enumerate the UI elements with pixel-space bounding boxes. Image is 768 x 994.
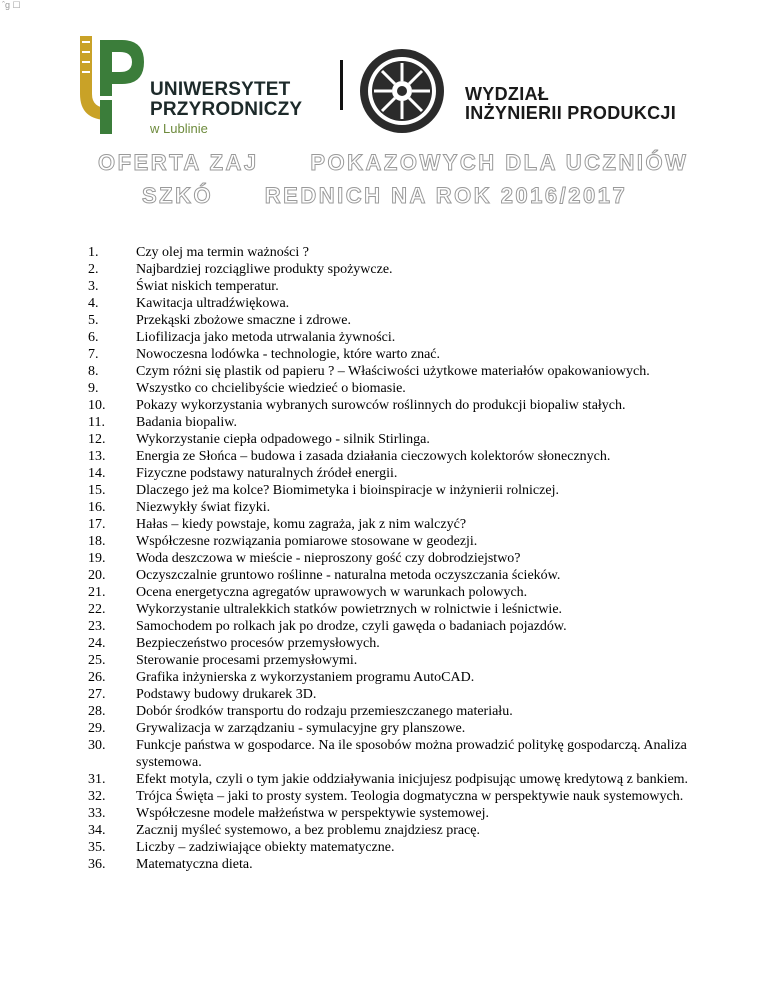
list-item-number: 21.: [88, 585, 106, 600]
list-item-number: 22.: [88, 602, 106, 617]
list-item-number: 18.: [88, 534, 106, 549]
list-item-text: Wykorzystanie ultralekkich statków powietrznych w rolnictwie i leśnictwie.: [136, 602, 563, 617]
list-item-number: 30.: [88, 738, 106, 753]
list-item-text: Samochodem po rolkach jak po drodze, czyli gawęda o badaniach pojazdów.: [136, 619, 567, 634]
list-item: [88, 703, 728, 720]
list-item: [88, 278, 728, 295]
list-item-number: 36.: [88, 857, 106, 872]
list-item-number: 11.: [88, 415, 105, 430]
list-item: [88, 295, 728, 312]
list-item-text: Badania biopaliw.: [136, 415, 237, 430]
list-item: [88, 431, 728, 448]
list-item-number: 13.: [88, 449, 106, 464]
list-item-text: Sterowanie procesami przemysłowymi.: [136, 653, 358, 668]
list-item-number: 12.: [88, 432, 106, 447]
list-item: [88, 567, 728, 584]
list-item-text: Bezpieczeństwo procesów przemysłowych.: [136, 636, 380, 651]
corner-mark: ˆg ☐: [2, 0, 21, 10]
list-item: [88, 397, 728, 414]
university-city: w Lublinie: [150, 121, 208, 136]
list-item: [88, 482, 728, 499]
list-item-number: 15.: [88, 483, 106, 498]
list-item: [88, 312, 728, 329]
list-item-number: 10.: [88, 398, 106, 413]
list-item-text: Hałas – kiedy powstaje, komu zagraża, jak z nim walczyć?: [136, 517, 467, 532]
list-item: [88, 499, 728, 516]
list-item: [88, 771, 728, 788]
list-item-number: 25.: [88, 653, 106, 668]
faculty-name-line1: WYDZIAŁ: [465, 84, 550, 104]
faculty-name-line2: INŻYNIERII PRODUKCJI: [465, 103, 677, 123]
list-item: [88, 584, 728, 601]
list-item-text: Współczesne rozwiązania pomiarowe stosowane w geodezji.: [136, 534, 478, 549]
list-item: [88, 550, 728, 567]
list-item-number: 19.: [88, 551, 106, 566]
list-item-text: Przekąski zbożowe smaczne i zdrowe.: [136, 313, 351, 328]
list-item: [88, 414, 728, 431]
list-item-number: 34.: [88, 823, 106, 838]
list-item-number: 5.: [88, 313, 99, 328]
list-item-text: Oczyszczalnie gruntowo roślinne - naturalna metoda oczyszczania ścieków.: [136, 568, 561, 583]
list-item-number: 7.: [88, 347, 99, 362]
list-item-number: 4.: [88, 296, 99, 311]
list-item-text: Liczby – zadziwiające obiekty matematyczne.: [136, 840, 395, 855]
list-item-text: Matematyczna dieta.: [136, 857, 253, 872]
list-item-number: 26.: [88, 670, 106, 685]
list-item-text: Czy olej ma termin ważności ?: [136, 245, 309, 260]
up-emblem-icon: [78, 34, 148, 138]
list-item: [88, 822, 728, 839]
university-name-line1: UNIWERSYTET: [150, 79, 291, 100]
list-item-text: Liofilizacja jako metoda utrwalania żywności.: [136, 330, 396, 345]
list-item-text: Niezwykły świat fizyki.: [136, 500, 271, 515]
list-item-text: Funkcje państwa w gospodarce. Na ile sposobów można prowadzić politykę gospodarczą. Analiza systemowa.: [136, 738, 687, 770]
list-item-number: 28.: [88, 704, 106, 719]
list-item-number: 3.: [88, 279, 99, 294]
list-item-text: Podstawy budowy drukarek 3D.: [136, 687, 317, 702]
list-item: [88, 635, 728, 652]
list-item-number: 24.: [88, 636, 106, 651]
list-item-number: 33.: [88, 806, 106, 821]
list-item-number: 31.: [88, 772, 106, 787]
list-item: [88, 720, 728, 737]
list-item-text: Fizyczne podstawy naturalnych źródeł energii.: [136, 466, 398, 481]
page-title-line1: OFERTA ZAJ POKAZOWYCH DLA UCZNIÓW: [98, 150, 689, 175]
list-item-text: Woda deszczowa w mieście - nieproszony gość czy dobrodziejstwo?: [136, 551, 521, 566]
list-item-number: 17.: [88, 517, 106, 532]
list-item: [88, 669, 728, 686]
list-item-text: Pokazy wykorzystania wybranych surowców roślinnych do produkcji biopaliw stałych.: [136, 398, 626, 413]
list-item: [88, 856, 728, 873]
list-item: [88, 346, 728, 363]
list-item: [88, 839, 728, 856]
list-item: [88, 601, 728, 618]
list-item-number: 9.: [88, 381, 99, 396]
list-item-text: Nowoczesna lodówka - technologie, które warto znać.: [136, 347, 440, 362]
offer-list: [88, 244, 728, 873]
list-item-text: Grafika inżynierska z wykorzystaniem programu AutoCAD.: [136, 670, 475, 685]
list-item: [88, 788, 728, 805]
list-item-text: Zacznij myśleć systemowo, a bez problemu znajdziesz pracę.: [136, 823, 481, 838]
list-item-text: Współczesne modele małżeństwa w perspektywie systemowej.: [136, 806, 490, 821]
list-item-number: 6.: [88, 330, 99, 345]
list-item-text: Kawitacja ultradźwiękowa.: [136, 296, 290, 311]
list-item: [88, 618, 728, 635]
list-item: [88, 686, 728, 703]
list-item: [88, 380, 728, 397]
list-item: [88, 652, 728, 669]
list-item-number: 35.: [88, 840, 106, 855]
university-name: [150, 80, 302, 138]
list-item: [88, 329, 728, 346]
list-item-number: 2.: [88, 262, 99, 277]
list-item-number: 23.: [88, 619, 106, 634]
list-item-text: Najbardziej rozciągliwe produkty spożywcze.: [136, 262, 393, 277]
list-item: [88, 533, 728, 550]
university-logo: [78, 34, 318, 138]
logo-divider: [340, 60, 343, 110]
list-item-text: Czym różni się plastik od papieru ? – Właściwości użytkowe materiałów opakowaniowych.: [136, 364, 650, 379]
faculty-wheel-icon: [358, 47, 446, 135]
list-item-number: 16.: [88, 500, 106, 515]
page-title-line2: SZKÓ REDNICH NA ROK 2016/2017: [142, 183, 628, 208]
list-item-text: Dobór środków transportu do rodzaju przemieszczanego materiału.: [136, 704, 513, 719]
list-item: [88, 737, 728, 771]
list-item: [88, 516, 728, 533]
list-item-text: Dlaczego jeż ma kolce? Biomimetyka i bioinspiracje w inżynierii rolniczej.: [136, 483, 559, 498]
list-item: [88, 261, 728, 278]
faculty-name: [465, 85, 676, 123]
list-item-number: 27.: [88, 687, 106, 702]
list-item-number: 14.: [88, 466, 106, 481]
list-item-text: Trójca Święta – jaki to prosty system. Teologia dogmatyczna w perspektywie nauk systemowych.: [136, 789, 684, 804]
list-item-number: 8.: [88, 364, 99, 379]
list-item: [88, 448, 728, 465]
list-item-text: Wykorzystanie ciepła odpadowego - silnik Stirlinga.: [136, 432, 430, 447]
university-name-line2: PRZYRODNICZY: [150, 99, 303, 120]
list-item-text: Grywalizacja w zarządzaniu - symulacyjne gry planszowe.: [136, 721, 466, 736]
list-item: [88, 805, 728, 822]
list-item-text: Energia ze Słońca – budowa i zasada działania cieczowych kolektorów słonecznych.: [136, 449, 611, 464]
list-item-number: 1.: [88, 245, 99, 260]
list-item-text: Ocena energetyczna agregatów uprawowych w warunkach polowych.: [136, 585, 528, 600]
list-item-text: Świat niskich temperatur.: [136, 279, 279, 294]
list-item-text: Wszystko co chcielibyście wiedzieć o biomasie.: [136, 381, 406, 396]
list-item-number: 29.: [88, 721, 106, 736]
list-item: [88, 465, 728, 482]
list-item-number: 32.: [88, 789, 106, 804]
list-item: [88, 363, 728, 380]
list-item: [88, 244, 728, 261]
list-item-number: 20.: [88, 568, 106, 583]
list-item-text: Efekt motyla, czyli o tym jakie oddziaływania inicjujesz podpisując umowę kredytową z bankiem.: [136, 772, 689, 787]
